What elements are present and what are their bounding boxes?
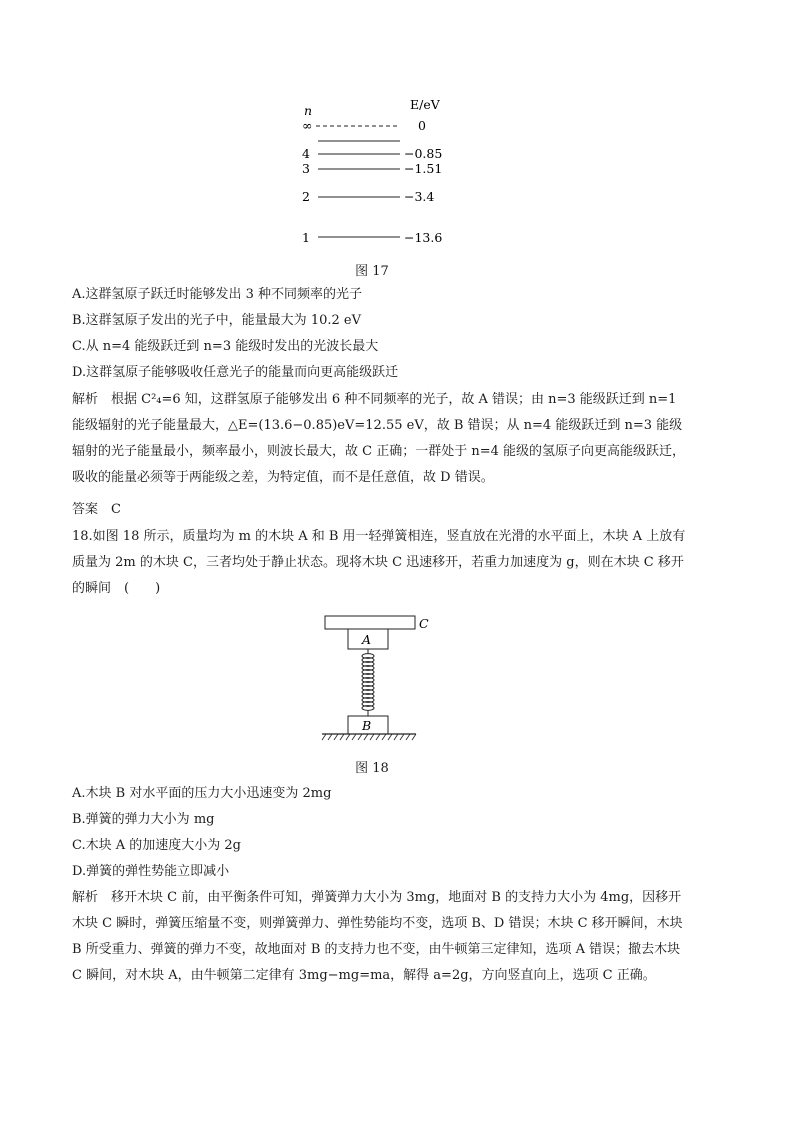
q17-answer: 答案 C (72, 502, 121, 517)
q17-option-a: A.这群氢原子跃迁时能够发出 3 种不同频率的光子 (72, 287, 363, 302)
q17-option-d: D.这群氢原子能够吸收任意光子的能量而向更高能级跃迁 (72, 365, 399, 380)
block-c (325, 616, 415, 629)
level-e-4: −0.85 (404, 146, 443, 161)
spring (362, 649, 374, 716)
spring-block-diagram (310, 610, 440, 745)
level-n-1: 1 (302, 230, 310, 245)
q17-option-c: C.从 n=4 能级跃迁到 n=3 能级时发出的光波长最大 (72, 339, 379, 354)
level-n-3: 3 (302, 161, 310, 176)
figure-17-caption: 图 17 (355, 264, 389, 279)
level-e-2: −3.4 (404, 189, 435, 204)
q18-option-c: C.木块 A 的加速度大小为 2g (72, 838, 241, 853)
block-b-label: B (362, 718, 372, 733)
level-e-inf: 0 (418, 118, 426, 133)
q18-stem: 18.如图 18 所示，质量均为 m 的木块 A 和 B 用一轻弹簧相连，竖直放在光滑的水平面上，木块 A 上放有质量为 2m 的木块 C，三者均处于静止状态。现将木块 C 迅速移开，若重力加速度为 g，则在木块 C 移开的瞬间 ( ) (72, 529, 686, 596)
figure-18-caption: 图 18 (355, 761, 389, 776)
level-n-inf: ∞ (302, 118, 313, 133)
level-e-3: −1.51 (404, 161, 443, 176)
energy-level-diagram (290, 95, 470, 255)
q18-option-b: B.弹簧的弹力大小为 mg (72, 812, 215, 827)
q18-option-d: D.弹簧的弹性势能立即减小 (72, 864, 230, 879)
block-c-label: C (419, 616, 429, 631)
ground-hatching (322, 734, 416, 740)
level-e-1: −13.6 (404, 230, 443, 245)
q18-analysis: 解析 移开木块 C 前，由平衡条件可知，弹簧弹力大小为 3mg，地面对 B 的支持力大小为 4mg，因移开木块 C 瞬时，弹簧压缩量不变，则弹簧弹力、弹性势能均不变，选项 B、D 错误；木块 C 移开瞬间，木块 B 所受重力、弹簧的弹力不变，故地面对 B 的支持力也不变，由牛顿第三定律知，选项 A 错误；撤去木块 C 瞬间，对木块 A，由牛顿第二定律有 3mg−mg=ma，解得 a=2g，方向竖直向上，选项 C 正确。 (72, 890, 683, 983)
q17-analysis: 解析 根据 C²₄=6 知，这群氢原子能够发出 6 种不同频率的光子，故 A 错误；由 n=3 能级跃迁到 n=1 能级辐射的光子能量最大，△E=(13.6−0.85)eV=12.55 eV，故 B 错误；从 n=4 能级跃迁到 n=3 能级辐射的光子能量最小，频率最小，则波长最大，故 C 正确；一群处于 n=4 能级的氢原子向更高能级跃迁，吸收的能量必须等于两能级之差，为特定值，而不是任意值，故 D 错误。 (72, 392, 686, 485)
n-axis-label: n (304, 103, 313, 118)
level-n-2: 2 (302, 189, 310, 204)
energy-axis-label: E/eV (410, 97, 440, 112)
q18-option-a: A.木块 B 对水平面的压力大小迅速变为 2mg (72, 786, 332, 801)
level-n-4: 4 (302, 146, 310, 161)
q17-option-b: B.这群氢原子发出的光子中，能量最大为 10.2 eV (72, 313, 361, 328)
block-a-label: A (362, 632, 372, 647)
